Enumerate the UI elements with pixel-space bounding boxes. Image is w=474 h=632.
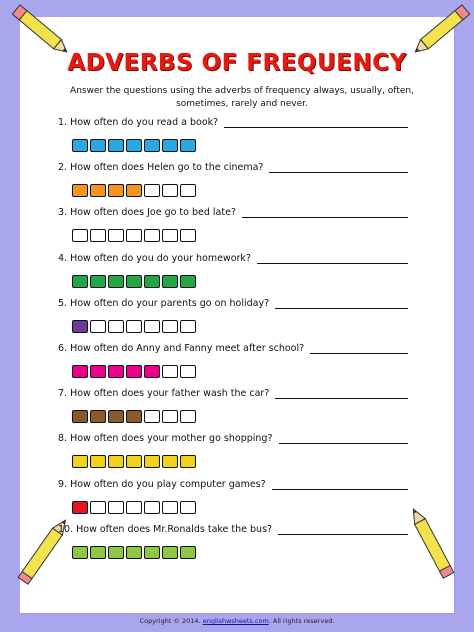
frequency-boxes [72, 546, 198, 559]
copyright-prefix: Copyright © 2014. [139, 617, 201, 625]
frequency-boxes [72, 229, 198, 242]
frequency-box-empty [144, 501, 160, 514]
answer-line[interactable] [242, 217, 408, 218]
question-row [58, 207, 414, 227]
frequency-box-empty [90, 501, 106, 514]
frequency-box-empty [90, 229, 106, 242]
frequency-box-filled [108, 455, 124, 468]
question-row [58, 343, 414, 363]
answer-line[interactable] [275, 398, 408, 399]
question-row [58, 388, 414, 408]
frequency-box-filled [108, 365, 124, 378]
frequency-box-empty [162, 184, 178, 197]
question-row [58, 162, 414, 182]
question-text: 6. How often do Anny and Fanny meet after school? [58, 343, 305, 354]
frequency-box-filled [144, 455, 160, 468]
frequency-box-filled [90, 365, 106, 378]
question-text: 10. How often does Mr.Ronalds take the bus? [58, 523, 273, 535]
frequency-boxes [72, 320, 198, 333]
frequency-box-empty [180, 501, 196, 514]
question-text: 3. How often does Joe go to bed late? [58, 207, 236, 219]
copyright-footer [0, 617, 474, 625]
question-row [58, 253, 414, 273]
frequency-box-filled [162, 275, 178, 288]
frequency-box-empty [108, 320, 124, 333]
frequency-box-filled [144, 139, 160, 152]
frequency-box-empty [162, 365, 178, 378]
answer-line[interactable] [224, 127, 408, 128]
frequency-box-filled [90, 184, 106, 197]
frequency-box-filled [126, 139, 142, 152]
frequency-box-filled [72, 320, 88, 333]
instructions-text: Answer the questions using the adverbs of frequency always, usually, often, sometimes, rarely and never. [70, 86, 414, 109]
frequency-box-filled [90, 139, 106, 152]
frequency-box-empty [180, 184, 196, 197]
frequency-box-filled [126, 184, 142, 197]
question-text: 5. How often do your parents go on holiday? [58, 297, 270, 309]
frequency-box-empty [162, 501, 178, 514]
frequency-box-filled [180, 139, 196, 152]
frequency-box-empty [180, 320, 196, 333]
frequency-box-filled [162, 139, 178, 152]
frequency-box-filled [72, 410, 88, 423]
answer-line[interactable] [279, 443, 409, 444]
frequency-box-filled [162, 455, 178, 468]
frequency-box-filled [126, 455, 142, 468]
pencil-bottom-right-illustration [394, 498, 474, 598]
frequency-box-filled [144, 275, 160, 288]
frequency-boxes [72, 139, 198, 152]
frequency-box-filled [72, 455, 88, 468]
frequency-box-filled [126, 365, 142, 378]
frequency-box-empty [126, 320, 142, 333]
frequency-boxes [72, 501, 198, 514]
question-text: 7. How often does your father wash the car? [58, 388, 270, 400]
frequency-box-empty [144, 229, 160, 242]
frequency-box-empty [180, 229, 196, 242]
answer-line[interactable] [272, 489, 408, 490]
frequency-box-filled [126, 275, 142, 288]
frequency-box-empty [162, 320, 178, 333]
frequency-box-filled [162, 546, 178, 559]
frequency-box-filled [144, 546, 160, 559]
copyright-link[interactable]: englishwsheets.com [202, 617, 269, 625]
question-row [58, 117, 414, 137]
frequency-box-filled [108, 139, 124, 152]
frequency-box-empty [180, 365, 196, 378]
worksheet-title: ADVERBS OF FREQUENCY [67, 50, 407, 76]
frequency-box-empty [144, 184, 160, 197]
frequency-boxes [72, 410, 198, 423]
frequency-box-filled [180, 546, 196, 559]
frequency-boxes [72, 184, 198, 197]
frequency-box-filled [72, 275, 88, 288]
frequency-box-empty [108, 229, 124, 242]
question-row [58, 433, 414, 453]
frequency-box-filled [108, 184, 124, 197]
frequency-box-filled [90, 455, 106, 468]
answer-line[interactable] [269, 172, 408, 173]
frequency-box-filled [90, 275, 106, 288]
question-row [58, 479, 414, 499]
frequency-box-empty [72, 229, 88, 242]
frequency-box-empty [126, 501, 142, 514]
frequency-box-filled [108, 410, 124, 423]
question-text: 9. How often do you play computer games? [58, 478, 266, 490]
frequency-box-filled [72, 139, 88, 152]
frequency-box-empty [126, 229, 142, 242]
frequency-box-filled [90, 410, 106, 423]
answer-line[interactable] [310, 353, 408, 354]
frequency-boxes [72, 365, 198, 378]
frequency-box-empty [108, 501, 124, 514]
frequency-box-filled [108, 275, 124, 288]
question-text: 1. How often do you read a book? [58, 117, 219, 128]
question-row [58, 298, 414, 318]
question-row [58, 524, 414, 544]
frequency-box-filled [90, 546, 106, 559]
answer-line[interactable] [257, 263, 408, 264]
frequency-box-filled [72, 184, 88, 197]
frequency-box-filled [126, 546, 142, 559]
frequency-box-filled [126, 410, 142, 423]
frequency-box-empty [90, 320, 106, 333]
frequency-box-empty [144, 320, 160, 333]
question-text: 8. How often does your mother go shopping? [58, 433, 273, 445]
frequency-boxes [72, 275, 198, 288]
question-text: 2. How often does Helen go to the cinema? [58, 162, 264, 174]
frequency-box-empty [162, 229, 178, 242]
frequency-box-empty [162, 410, 178, 423]
frequency-box-filled [180, 455, 196, 468]
frequency-boxes [72, 455, 198, 468]
answer-line[interactable] [275, 308, 408, 309]
frequency-box-filled [72, 365, 88, 378]
frequency-box-empty [144, 410, 160, 423]
answer-line[interactable] [278, 534, 408, 535]
copyright-suffix: . All rights reserved. [268, 617, 335, 625]
frequency-box-filled [108, 546, 124, 559]
frequency-box-filled [144, 365, 160, 378]
frequency-box-filled [72, 501, 88, 514]
frequency-box-empty [180, 410, 196, 423]
frequency-box-filled [180, 275, 196, 288]
frequency-box-filled [72, 546, 88, 559]
question-text: 4. How often do you do your homework? [58, 252, 251, 264]
